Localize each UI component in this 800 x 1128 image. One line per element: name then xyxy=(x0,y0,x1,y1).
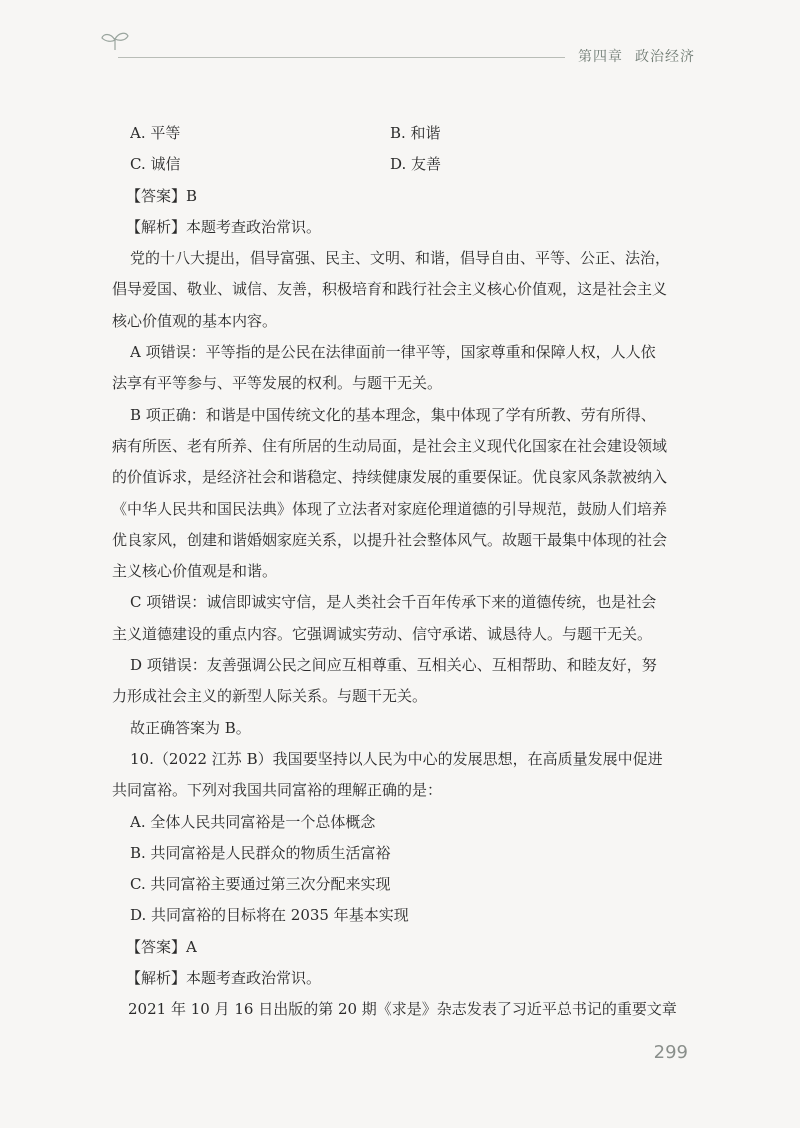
q10-option-b: B. 共同富裕是人民群众的物质生活富裕 xyxy=(130,843,391,862)
paragraph-option-d xyxy=(112,650,688,713)
paragraph-option-c xyxy=(112,587,688,650)
text-line: 核心价值观的基本内容。 xyxy=(112,311,278,330)
page-number: 299 xyxy=(653,1042,688,1063)
text-line: 主义核心价值观是和谐。 xyxy=(112,562,278,581)
text-line: A 项错误：平等指的是公民在法律面前一律平等，国家尊重和保障人权，人人依 xyxy=(130,343,656,362)
options-row xyxy=(130,149,688,180)
sprout-icon xyxy=(100,30,130,52)
paragraph-core-values xyxy=(112,243,688,337)
option-a: A. 平等 xyxy=(130,124,181,142)
answer-line: 【答案】A xyxy=(126,937,197,956)
option-b: B. 和谐 xyxy=(390,124,441,142)
text-line: B 项正确：和谐是中国传统文化的基本理念，集中体现了学有所教、劳有所得、 xyxy=(130,405,656,424)
paragraph-option-a xyxy=(112,337,688,400)
text-line: 主义道德建设的重点内容。它强调诚实劳动、信守承诺、诚恳待人。与题干无关。 xyxy=(112,624,653,643)
q10-option-a: A. 全体人民共同富裕是一个总体概念 xyxy=(130,812,376,831)
text-line: 10.（2022 江苏 B）我国要坚持以人民为中心的发展思想，在高质量发展中促进 xyxy=(130,749,663,768)
header-rule xyxy=(118,57,565,58)
page-content xyxy=(112,118,688,1026)
text-line: D 项错误：友善强调公民之间应互相尊重、互相关心、互相帮助、和睦友好，努 xyxy=(130,656,657,675)
analysis-line: 【解析】本题考查政治常识。 xyxy=(126,217,322,236)
section-label: 政治经济 xyxy=(635,49,695,65)
running-header xyxy=(578,46,695,66)
text-line: 倡导爱国、敬业、诚信、友善，积极培育和践行社会主义核心价值观，这是社会主义 xyxy=(112,280,668,299)
text-line: 优良家风，创建和谐婚姻家庭关系，以提升社会整体风气。故题干最集中体现的社会 xyxy=(112,530,668,549)
analysis-line: 【解析】本题考查政治常识。 xyxy=(126,969,322,988)
q10-option-d: D. 共同富裕的目标将在 2035 年基本实现 xyxy=(130,906,409,925)
text-line: 《中华人民共和国民法典》体现了立法者对家庭伦理道德的引导规范，鼓励人们培养 xyxy=(112,499,668,518)
text-line: 力形成社会主义的新型人际关系。与题干无关。 xyxy=(112,687,428,706)
text-line: 共同富裕。下列对我国共同富裕的理解正确的是： xyxy=(112,781,443,800)
text-line: 病有所医、老有所养、住有所居的生动局面，是社会主义现代化国家在社会建设领域 xyxy=(112,436,668,455)
text-line: 的价值诉求，是经济社会和谐稳定、持续健康发展的重要保证。优良家风条款被纳入 xyxy=(112,468,668,487)
text-line: 党的十八大提出，倡导富强、民主、文明、和谐，倡导自由、平等、公正、法治， xyxy=(130,249,671,268)
paragraph-option-b xyxy=(112,400,688,588)
text-line: C 项错误：诚信即诚实守信，是人类社会千百年传承下来的道德传统，也是社会 xyxy=(130,593,657,612)
option-d: D. 友善 xyxy=(390,155,442,174)
q10-option-c: C. 共同富裕主要通过第三次分配来实现 xyxy=(130,875,391,894)
conclusion-line: 故正确答案为 B。 xyxy=(130,718,251,737)
text-line: 2021 年 10 月 16 日出版的第 20 期《求是》杂志发表了习近平总书记的重要文章 xyxy=(128,1000,677,1019)
text-line: 法享有平等参与、平等发展的权利。与题干无关。 xyxy=(112,374,443,393)
question-10-stem xyxy=(112,744,688,807)
option-c: C. 诚信 xyxy=(130,155,181,174)
answer-line: 【答案】B xyxy=(126,186,198,205)
options-row xyxy=(130,118,688,149)
chapter-label: 第四章 xyxy=(578,49,623,65)
